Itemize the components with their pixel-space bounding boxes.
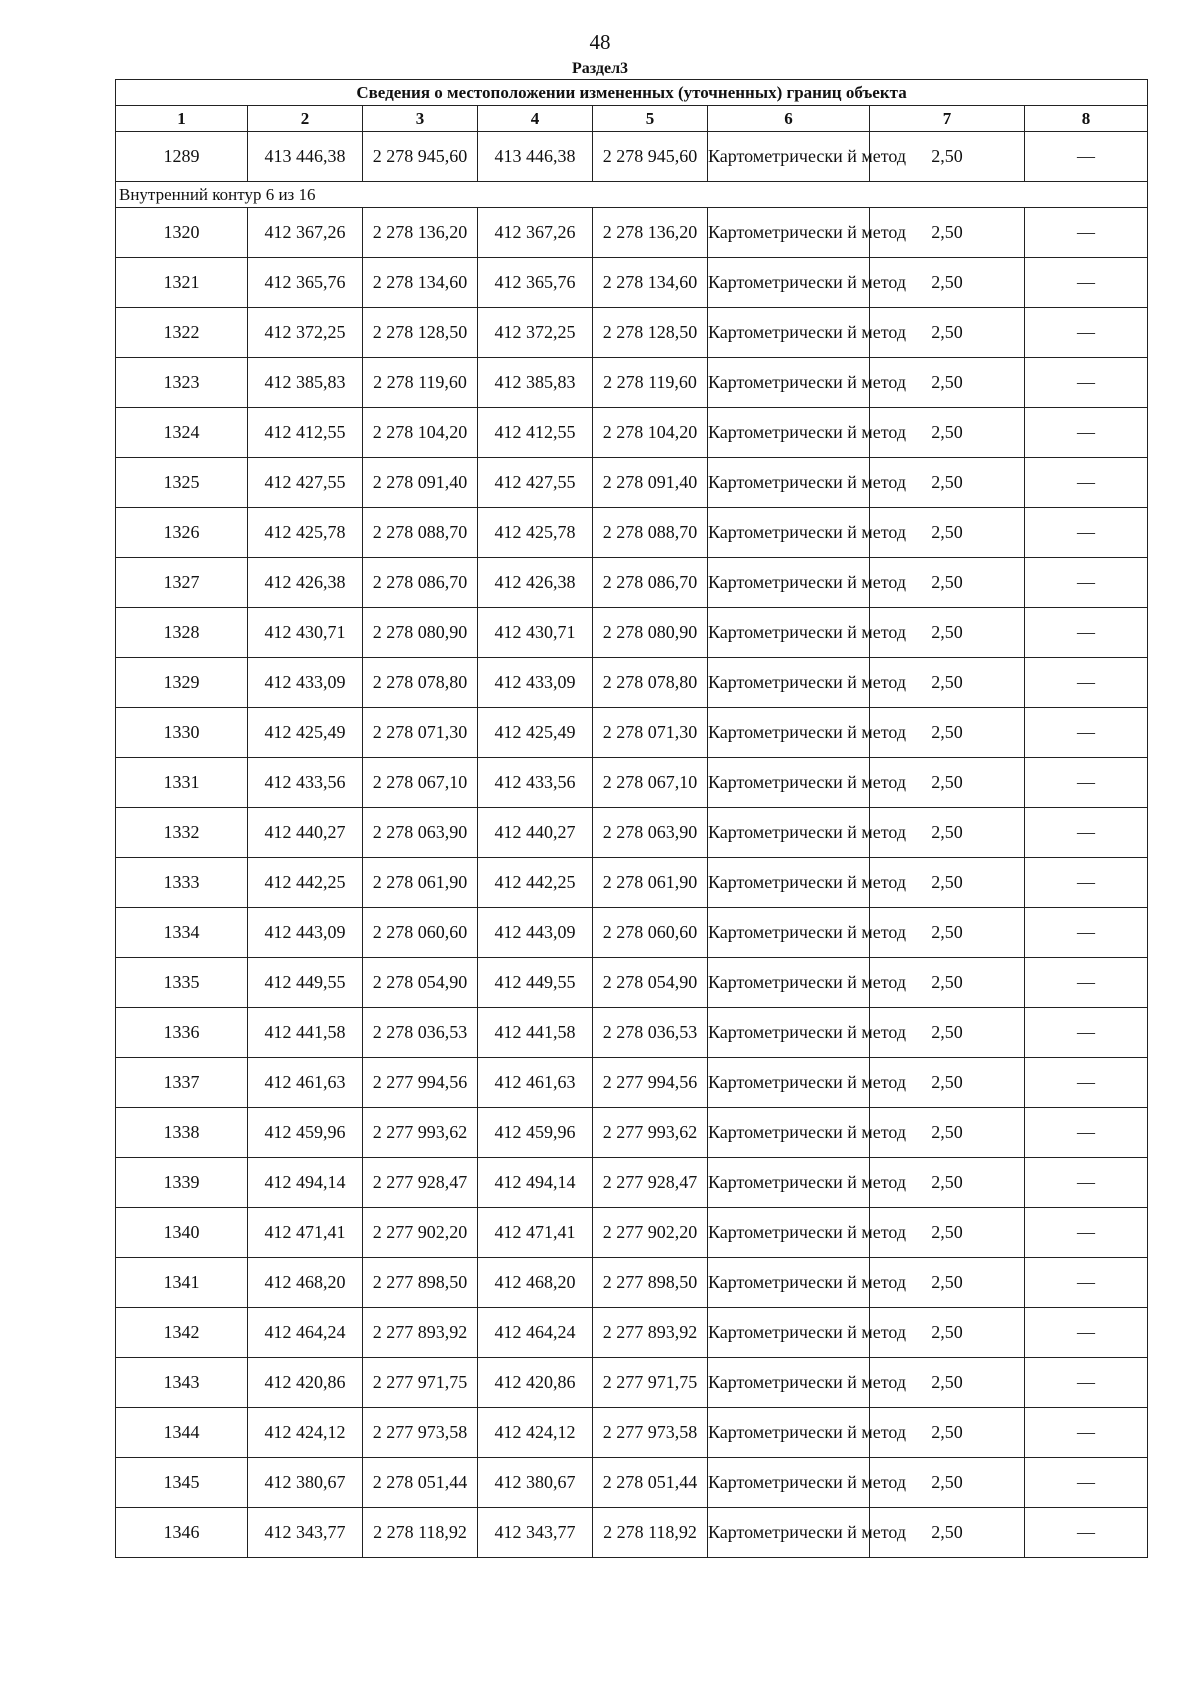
table-row xyxy=(116,1208,1148,1258)
accuracy: 2,50 xyxy=(870,1358,1025,1408)
y-new: 2 278 086,70 xyxy=(593,558,708,608)
x-new: 412 425,78 xyxy=(478,508,593,558)
y-old: 2 277 893,92 xyxy=(363,1308,478,1358)
x-new: 412 433,09 xyxy=(478,658,593,708)
x-old: 412 459,96 xyxy=(248,1108,363,1158)
y-new: 2 278 063,90 xyxy=(593,808,708,858)
accuracy: 2,50 xyxy=(870,808,1025,858)
table-row xyxy=(116,458,1148,508)
x-old: 412 367,26 xyxy=(248,208,363,258)
point-number: 1342 xyxy=(116,1308,248,1358)
table-row xyxy=(116,132,1148,182)
point-number: 1327 xyxy=(116,558,248,608)
method: Картометрически й метод xyxy=(708,308,870,358)
note: — xyxy=(1025,1208,1148,1258)
y-old: 2 277 994,56 xyxy=(363,1058,478,1108)
accuracy: 2,50 xyxy=(870,908,1025,958)
y-old: 2 278 128,50 xyxy=(363,308,478,358)
x-new: 412 427,55 xyxy=(478,458,593,508)
note: — xyxy=(1025,1308,1148,1358)
note: — xyxy=(1025,308,1148,358)
note: — xyxy=(1025,132,1148,182)
x-new: 412 420,86 xyxy=(478,1358,593,1408)
x-new: 412 464,24 xyxy=(478,1308,593,1358)
method: Картометрически й метод xyxy=(708,1158,870,1208)
y-new: 2 278 945,60 xyxy=(593,132,708,182)
note: — xyxy=(1025,1058,1148,1108)
table-row xyxy=(116,608,1148,658)
method: Картометрически й метод xyxy=(708,1358,870,1408)
table-row xyxy=(116,1508,1148,1558)
x-old: 412 442,25 xyxy=(248,858,363,908)
x-old: 412 464,24 xyxy=(248,1308,363,1358)
point-number: 1338 xyxy=(116,1108,248,1158)
accuracy: 2,50 xyxy=(870,1158,1025,1208)
y-new: 2 278 051,44 xyxy=(593,1458,708,1508)
x-old: 412 380,67 xyxy=(248,1458,363,1508)
accuracy: 2,50 xyxy=(870,458,1025,508)
x-new: 412 367,26 xyxy=(478,208,593,258)
table-row xyxy=(116,958,1148,1008)
boundary-coordinates-table xyxy=(115,79,1148,1558)
y-new: 2 278 128,50 xyxy=(593,308,708,358)
table-caption: Сведения о местоположении измененных (уточненных) границ объекта xyxy=(116,80,1148,106)
x-old: 412 343,77 xyxy=(248,1508,363,1558)
x-old: 412 424,12 xyxy=(248,1408,363,1458)
y-new: 2 278 078,80 xyxy=(593,658,708,708)
y-new: 2 278 067,10 xyxy=(593,758,708,808)
x-old: 412 425,49 xyxy=(248,708,363,758)
table-row xyxy=(116,1308,1148,1358)
method: Картометрически й метод xyxy=(708,808,870,858)
y-old: 2 277 993,62 xyxy=(363,1108,478,1158)
accuracy: 2,50 xyxy=(870,258,1025,308)
y-new: 2 277 971,75 xyxy=(593,1358,708,1408)
y-old: 2 278 088,70 xyxy=(363,508,478,558)
y-new: 2 278 061,90 xyxy=(593,858,708,908)
note: — xyxy=(1025,208,1148,258)
x-old: 412 372,25 xyxy=(248,308,363,358)
accuracy: 2,50 xyxy=(870,858,1025,908)
point-number: 1344 xyxy=(116,1408,248,1458)
accuracy: 2,50 xyxy=(870,1208,1025,1258)
table-row xyxy=(116,1408,1148,1458)
note: — xyxy=(1025,1108,1148,1158)
point-number: 1321 xyxy=(116,258,248,308)
accuracy: 2,50 xyxy=(870,358,1025,408)
y-old: 2 278 061,90 xyxy=(363,858,478,908)
table-row xyxy=(116,358,1148,408)
x-new: 412 494,14 xyxy=(478,1158,593,1208)
y-new: 2 278 118,92 xyxy=(593,1508,708,1558)
point-number: 1320 xyxy=(116,208,248,258)
table-row xyxy=(116,858,1148,908)
y-old: 2 278 054,90 xyxy=(363,958,478,1008)
method: Картометрически й метод xyxy=(708,458,870,508)
y-old: 2 277 902,20 xyxy=(363,1208,478,1258)
x-old: 412 494,14 xyxy=(248,1158,363,1208)
y-old: 2 278 080,90 xyxy=(363,608,478,658)
y-new: 2 278 088,70 xyxy=(593,508,708,558)
accuracy: 2,50 xyxy=(870,132,1025,182)
x-new: 412 385,83 xyxy=(478,358,593,408)
note: — xyxy=(1025,708,1148,758)
y-new: 2 278 036,53 xyxy=(593,1008,708,1058)
accuracy: 2,50 xyxy=(870,608,1025,658)
y-old: 2 278 078,80 xyxy=(363,658,478,708)
x-old: 412 425,78 xyxy=(248,508,363,558)
method: Картометрически й метод xyxy=(708,1458,870,1508)
note: — xyxy=(1025,608,1148,658)
method: Картометрически й метод xyxy=(708,1058,870,1108)
note: — xyxy=(1025,908,1148,958)
method: Картометрически й метод xyxy=(708,1208,870,1258)
y-new: 2 277 994,56 xyxy=(593,1058,708,1108)
x-new: 412 441,58 xyxy=(478,1008,593,1058)
column-number-row xyxy=(116,106,1148,132)
table-row xyxy=(116,408,1148,458)
page-number: 48 xyxy=(589,30,611,54)
x-new: 412 425,49 xyxy=(478,708,593,758)
x-new: 412 449,55 xyxy=(478,958,593,1008)
table-row xyxy=(116,758,1148,808)
y-old: 2 278 136,20 xyxy=(363,208,478,258)
method: Картометрически й метод xyxy=(708,758,870,808)
x-old: 412 412,55 xyxy=(248,408,363,458)
accuracy: 2,50 xyxy=(870,958,1025,1008)
y-new: 2 277 993,62 xyxy=(593,1108,708,1158)
y-old: 2 278 104,20 xyxy=(363,408,478,458)
table-row xyxy=(116,1108,1148,1158)
method: Картометрически й метод xyxy=(708,1108,870,1158)
contour-label: Внутренний контур 6 из 16 xyxy=(116,182,1148,208)
table-row xyxy=(116,808,1148,858)
x-old: 412 471,41 xyxy=(248,1208,363,1258)
y-old: 2 277 973,58 xyxy=(363,1408,478,1458)
point-number: 1329 xyxy=(116,658,248,708)
y-old: 2 278 036,53 xyxy=(363,1008,478,1058)
method: Картометрически й метод xyxy=(708,132,870,182)
y-old: 2 278 086,70 xyxy=(363,558,478,608)
table-row xyxy=(116,558,1148,608)
x-old: 412 426,38 xyxy=(248,558,363,608)
table-row xyxy=(116,1358,1148,1408)
y-new: 2 278 119,60 xyxy=(593,358,708,408)
accuracy: 2,50 xyxy=(870,1058,1025,1108)
table-row xyxy=(116,1008,1148,1058)
section-title: Раздел3 xyxy=(571,60,629,77)
point-number: 1330 xyxy=(116,708,248,758)
x-new: 412 443,09 xyxy=(478,908,593,958)
y-old: 2 277 971,75 xyxy=(363,1358,478,1408)
accuracy: 2,50 xyxy=(870,658,1025,708)
table-body xyxy=(116,80,1148,1558)
accuracy: 2,50 xyxy=(870,208,1025,258)
point-number: 1323 xyxy=(116,358,248,408)
method: Картометрически й метод xyxy=(708,958,870,1008)
method: Картометрически й метод xyxy=(708,258,870,308)
y-old: 2 278 091,40 xyxy=(363,458,478,508)
point-number: 1334 xyxy=(116,908,248,958)
x-new: 412 412,55 xyxy=(478,408,593,458)
point-number: 1324 xyxy=(116,408,248,458)
note: — xyxy=(1025,1458,1148,1508)
note: — xyxy=(1025,1408,1148,1458)
note: — xyxy=(1025,1358,1148,1408)
method: Картометрически й метод xyxy=(708,908,870,958)
x-new: 412 461,63 xyxy=(478,1058,593,1108)
point-number: 1289 xyxy=(116,132,248,182)
y-old: 2 278 119,60 xyxy=(363,358,478,408)
y-new: 2 277 928,47 xyxy=(593,1158,708,1208)
x-old: 412 468,20 xyxy=(248,1258,363,1308)
table-row xyxy=(116,1458,1148,1508)
y-new: 2 278 054,90 xyxy=(593,958,708,1008)
point-number: 1343 xyxy=(116,1358,248,1408)
column-number-8: 8 xyxy=(1025,106,1148,132)
method: Картометрически й метод xyxy=(708,508,870,558)
x-old: 412 433,09 xyxy=(248,658,363,708)
y-new: 2 277 898,50 xyxy=(593,1258,708,1308)
y-new: 2 277 902,20 xyxy=(593,1208,708,1258)
y-new: 2 278 136,20 xyxy=(593,208,708,258)
method: Картометрически й метод xyxy=(708,1408,870,1458)
y-old: 2 278 051,44 xyxy=(363,1458,478,1508)
method: Картометрически й метод xyxy=(708,658,870,708)
note: — xyxy=(1025,858,1148,908)
note: — xyxy=(1025,408,1148,458)
x-new: 412 380,67 xyxy=(478,1458,593,1508)
y-old: 2 277 928,47 xyxy=(363,1158,478,1208)
y-old: 2 278 071,30 xyxy=(363,708,478,758)
x-new: 412 426,38 xyxy=(478,558,593,608)
accuracy: 2,50 xyxy=(870,1508,1025,1558)
x-old: 412 385,83 xyxy=(248,358,363,408)
point-number: 1345 xyxy=(116,1458,248,1508)
x-new: 412 442,25 xyxy=(478,858,593,908)
accuracy: 2,50 xyxy=(870,1108,1025,1158)
note: — xyxy=(1025,1508,1148,1558)
column-number-5: 5 xyxy=(593,106,708,132)
point-number: 1325 xyxy=(116,458,248,508)
accuracy: 2,50 xyxy=(870,558,1025,608)
y-old: 2 278 945,60 xyxy=(363,132,478,182)
note: — xyxy=(1025,458,1148,508)
note: — xyxy=(1025,558,1148,608)
x-new: 412 343,77 xyxy=(478,1508,593,1558)
accuracy: 2,50 xyxy=(870,758,1025,808)
x-old: 412 443,09 xyxy=(248,908,363,958)
point-number: 1340 xyxy=(116,1208,248,1258)
point-number: 1346 xyxy=(116,1508,248,1558)
method: Картометрически й метод xyxy=(708,1308,870,1358)
method: Картометрически й метод xyxy=(708,1508,870,1558)
x-old: 412 427,55 xyxy=(248,458,363,508)
x-new: 412 433,56 xyxy=(478,758,593,808)
method: Картометрически й метод xyxy=(708,608,870,658)
note: — xyxy=(1025,258,1148,308)
accuracy: 2,50 xyxy=(870,1008,1025,1058)
point-number: 1331 xyxy=(116,758,248,808)
y-old: 2 278 067,10 xyxy=(363,758,478,808)
x-old: 413 446,38 xyxy=(248,132,363,182)
column-number-2: 2 xyxy=(248,106,363,132)
table-row xyxy=(116,1058,1148,1108)
x-new: 412 459,96 xyxy=(478,1108,593,1158)
point-number: 1326 xyxy=(116,508,248,558)
point-number: 1332 xyxy=(116,808,248,858)
y-new: 2 277 973,58 xyxy=(593,1408,708,1458)
point-number: 1336 xyxy=(116,1008,248,1058)
y-new: 2 278 071,30 xyxy=(593,708,708,758)
y-old: 2 278 063,90 xyxy=(363,808,478,858)
x-old: 412 441,58 xyxy=(248,1008,363,1058)
accuracy: 2,50 xyxy=(870,308,1025,358)
y-new: 2 278 060,60 xyxy=(593,908,708,958)
accuracy: 2,50 xyxy=(870,1258,1025,1308)
note: — xyxy=(1025,508,1148,558)
accuracy: 2,50 xyxy=(870,1408,1025,1458)
accuracy: 2,50 xyxy=(870,1458,1025,1508)
table-caption-row xyxy=(116,80,1148,106)
table-row xyxy=(116,508,1148,558)
y-old: 2 278 134,60 xyxy=(363,258,478,308)
accuracy: 2,50 xyxy=(870,408,1025,458)
method: Картометрически й метод xyxy=(708,708,870,758)
note: — xyxy=(1025,1158,1148,1208)
table-row xyxy=(116,908,1148,958)
table-row xyxy=(116,308,1148,358)
table-row xyxy=(116,1258,1148,1308)
x-old: 412 430,71 xyxy=(248,608,363,658)
column-number-6: 6 xyxy=(708,106,870,132)
x-new: 412 372,25 xyxy=(478,308,593,358)
point-number: 1337 xyxy=(116,1058,248,1108)
point-number: 1328 xyxy=(116,608,248,658)
column-number-1: 1 xyxy=(116,106,248,132)
x-new: 412 424,12 xyxy=(478,1408,593,1458)
y-old: 2 278 118,92 xyxy=(363,1508,478,1558)
method: Картометрически й метод xyxy=(708,1008,870,1058)
accuracy: 2,50 xyxy=(870,508,1025,558)
point-number: 1339 xyxy=(116,1158,248,1208)
y-new: 2 278 134,60 xyxy=(593,258,708,308)
accuracy: 2,50 xyxy=(870,1308,1025,1358)
x-old: 412 440,27 xyxy=(248,808,363,858)
table-row xyxy=(116,708,1148,758)
method: Картометрически й метод xyxy=(708,208,870,258)
point-number: 1341 xyxy=(116,1258,248,1308)
note: — xyxy=(1025,1258,1148,1308)
y-new: 2 277 893,92 xyxy=(593,1308,708,1358)
y-old: 2 277 898,50 xyxy=(363,1258,478,1308)
note: — xyxy=(1025,1008,1148,1058)
point-number: 1333 xyxy=(116,858,248,908)
x-new: 412 468,20 xyxy=(478,1258,593,1308)
method: Картометрически й метод xyxy=(708,858,870,908)
x-new: 412 430,71 xyxy=(478,608,593,658)
point-number: 1322 xyxy=(116,308,248,358)
y-new: 2 278 104,20 xyxy=(593,408,708,458)
table-row xyxy=(116,658,1148,708)
note: — xyxy=(1025,808,1148,858)
column-number-7: 7 xyxy=(870,106,1025,132)
y-new: 2 278 091,40 xyxy=(593,458,708,508)
x-new: 413 446,38 xyxy=(478,132,593,182)
x-new: 412 471,41 xyxy=(478,1208,593,1258)
method: Картометрически й метод xyxy=(708,1258,870,1308)
point-number: 1335 xyxy=(116,958,248,1008)
method: Картометрически й метод xyxy=(708,358,870,408)
accuracy: 2,50 xyxy=(870,708,1025,758)
note: — xyxy=(1025,958,1148,1008)
x-old: 412 449,55 xyxy=(248,958,363,1008)
method: Картометрически й метод xyxy=(708,558,870,608)
y-new: 2 278 080,90 xyxy=(593,608,708,658)
x-new: 412 365,76 xyxy=(478,258,593,308)
x-old: 412 365,76 xyxy=(248,258,363,308)
note: — xyxy=(1025,658,1148,708)
x-old: 412 420,86 xyxy=(248,1358,363,1408)
x-old: 412 461,63 xyxy=(248,1058,363,1108)
x-new: 412 440,27 xyxy=(478,808,593,858)
column-number-3: 3 xyxy=(363,106,478,132)
contour-row xyxy=(116,182,1148,208)
table-row xyxy=(116,208,1148,258)
table-row xyxy=(116,1158,1148,1208)
x-old: 412 433,56 xyxy=(248,758,363,808)
method: Картометрически й метод xyxy=(708,408,870,458)
note: — xyxy=(1025,758,1148,808)
column-number-4: 4 xyxy=(478,106,593,132)
table-row xyxy=(116,258,1148,308)
note: — xyxy=(1025,358,1148,408)
y-old: 2 278 060,60 xyxy=(363,908,478,958)
